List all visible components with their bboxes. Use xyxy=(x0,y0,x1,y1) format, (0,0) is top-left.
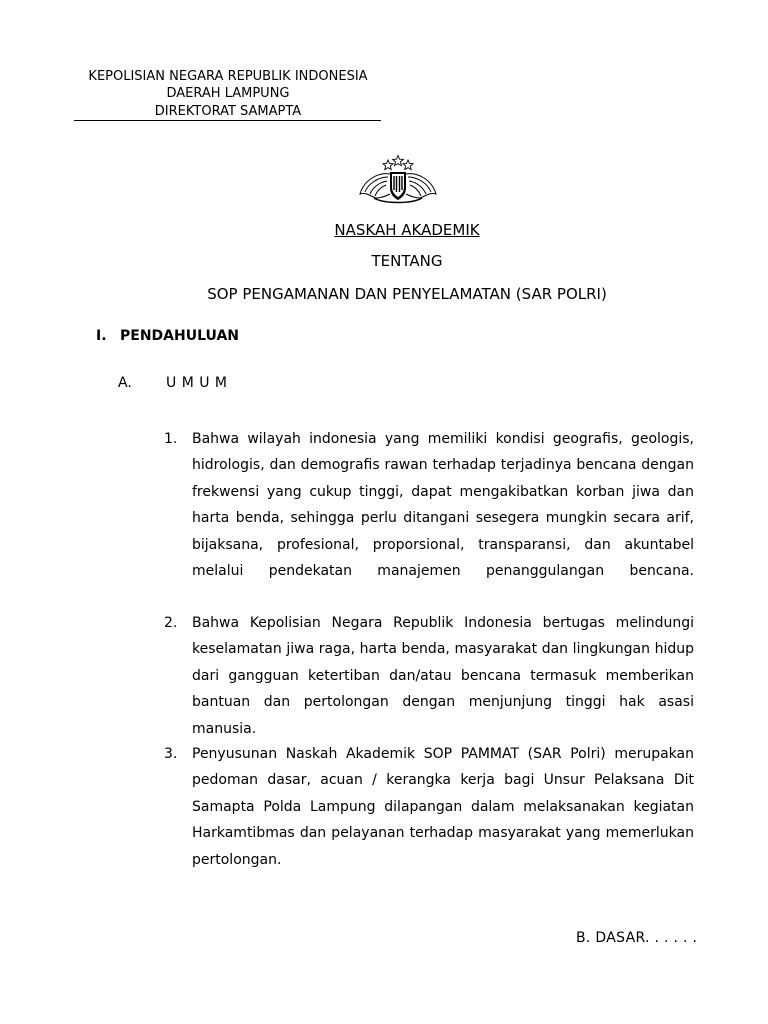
list-item-text: Bahwa Kepolisian Negara Republik Indonesia bertugas melindungi keselamatan jiwa raga, harta benda, masyarakat dan lingkungan hidup dari gangguan ketertiban dan/atau bencana termasuk memberikan bantuan dan pertolongan dengan menjunjung tinggi hak asasi manusia. xyxy=(192,615,694,737)
header-region: DAERAH LAMPUNG xyxy=(166,86,290,101)
subsection-title: U M U M xyxy=(166,375,228,391)
polri-emblem-icon xyxy=(356,154,440,204)
header-directorate: DIREKTORAT SAMAPTA xyxy=(154,104,302,119)
section-number: I. xyxy=(96,328,107,344)
header-institution: KEPOLISIAN NEGARA REPUBLIK INDONESIA xyxy=(88,69,368,84)
list-item-number: 3. xyxy=(164,746,178,762)
document-title-text: NASKAH AKADEMIK xyxy=(334,221,480,239)
list-item-number: 1. xyxy=(164,431,178,447)
header-underline xyxy=(74,120,381,121)
document-title xyxy=(0,220,768,240)
list-item-text: Bahwa wilayah indonesia yang memiliki kondisi geografis, geologis, hidrologis, dan demografis rawan terhadap terjadinya bencana dengan frekwensi yang cukup tinggi, dapat mengakibatkan korban jiwa dan harta benda, sehingga perlu ditangani sesegera mungkin secara arif, bijaksana, profesional, proporsional, transparansi, dan akuntabel melalui pendekatan manajemen penanggulangan bencana. xyxy=(192,431,694,580)
document-title-connector: TENTANG xyxy=(371,252,443,270)
section-heading xyxy=(96,328,239,344)
document-subject: SOP PENGAMANAN DAN PENYELAMATAN (SAR POLRI) xyxy=(207,285,607,303)
next-page-reference: B. DASAR. . . . . . xyxy=(576,930,698,946)
list-item-text: Penyusunan Naskah Akademik SOP PAMMAT (SAR Polri) merupakan pedoman dasar, acuan / kerangka kerja bagi Unsur Pelaksana Dit Samapta Polda Lampung dilapangan dalam melaksanakan kegiatan Harkamtibmas dan pelayanan terhadap masyarakat yang memerlukan pertolongan. xyxy=(192,746,694,868)
section-title: PENDAHULUAN xyxy=(120,328,239,344)
list-item-number: 2. xyxy=(164,615,178,631)
subsection-letter: A. xyxy=(118,375,132,391)
